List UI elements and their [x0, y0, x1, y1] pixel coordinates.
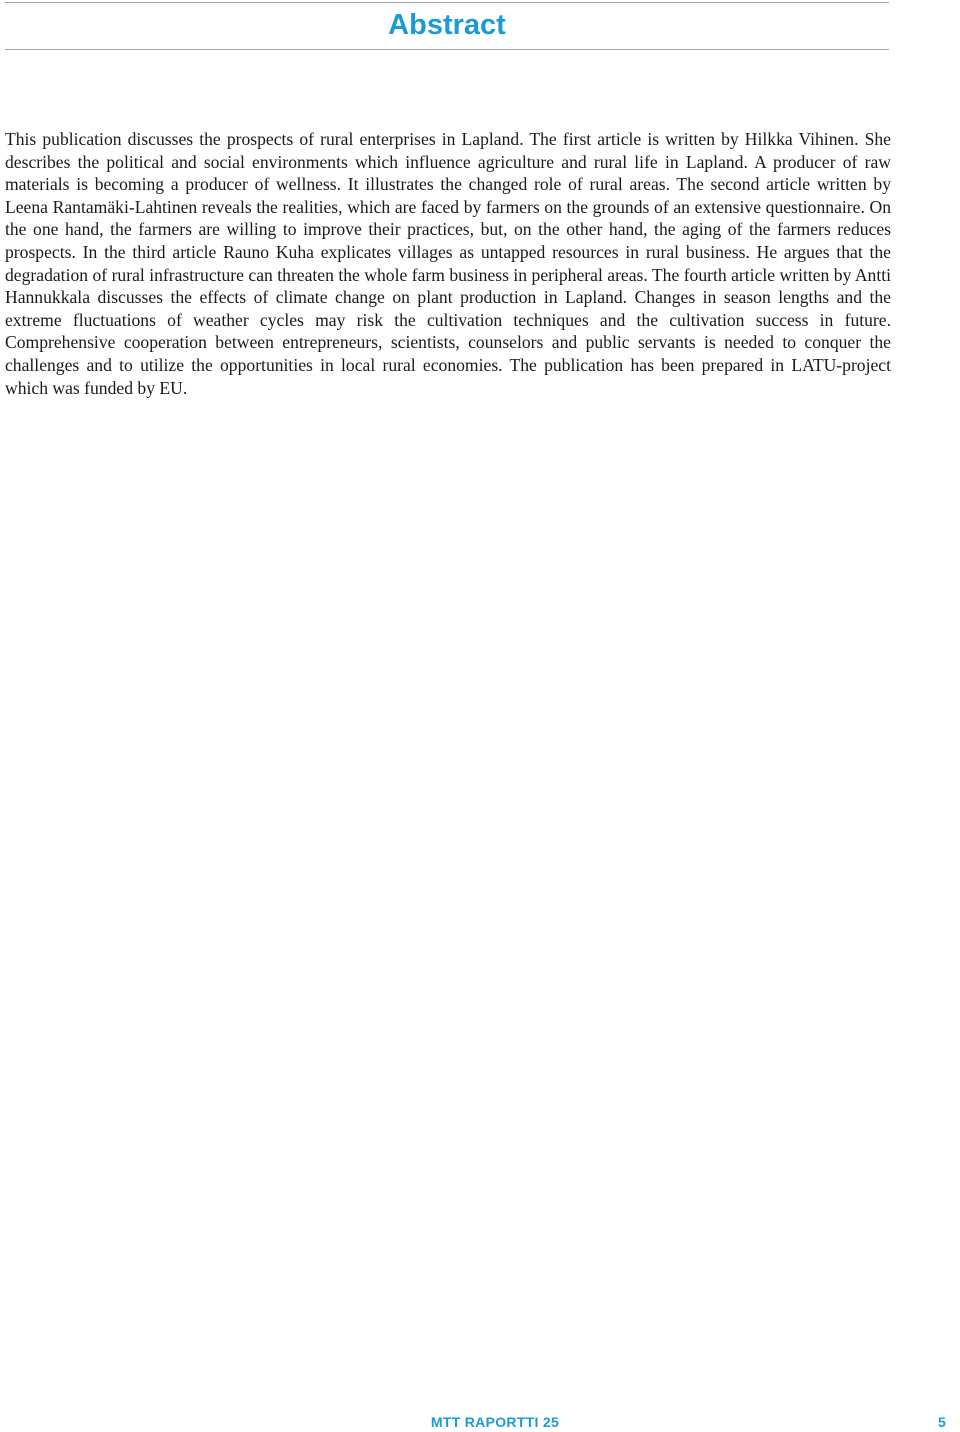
footer-page-number: 5: [938, 1414, 946, 1430]
abstract-paragraph: This publication discusses the prospects of rural enterprises in Lapland. The first article is written by Hilkka Vihinen. She describes the political and social environments which influence agriculture and rural life in Lapland. A producer of raw materials is becoming a producer of wellness. It illustrates the changed role of rural areas. The second article written by Leena Rantamäki-Lahtinen reveals the realities, which are faced by farmers on the grounds of an extensive questionnaire. On the one hand, the farmers are willing to improve their practices, but, on the other hand, the aging of the farmers reduces prospects. In the third article Rauno Kuha explicates villages as untapped resources in rural business. He argues that the degradation of rural infrastructure can threaten the whole farm business in peripheral areas. The fourth article written by Antti Hannukkala discusses the effects of climate change on plant production in Lapland. Changes in season lengths and the extreme fluctuations of weather cycles may risk the cultivation techniques and the cultivation success in future. Comprehensive cooperation between entrepreneurs, scientists, counselors and public servants is needed to conquer the challenges and to utilize the opportunities in local rural economies. The publication has been prepared in LATU-project which was funded by EU.: [5, 129, 891, 398]
header-bottom-rule: [5, 49, 889, 50]
page-title: Abstract: [388, 9, 506, 41]
footer-series-title: MTT RAPORTTI 25: [430, 1414, 560, 1430]
